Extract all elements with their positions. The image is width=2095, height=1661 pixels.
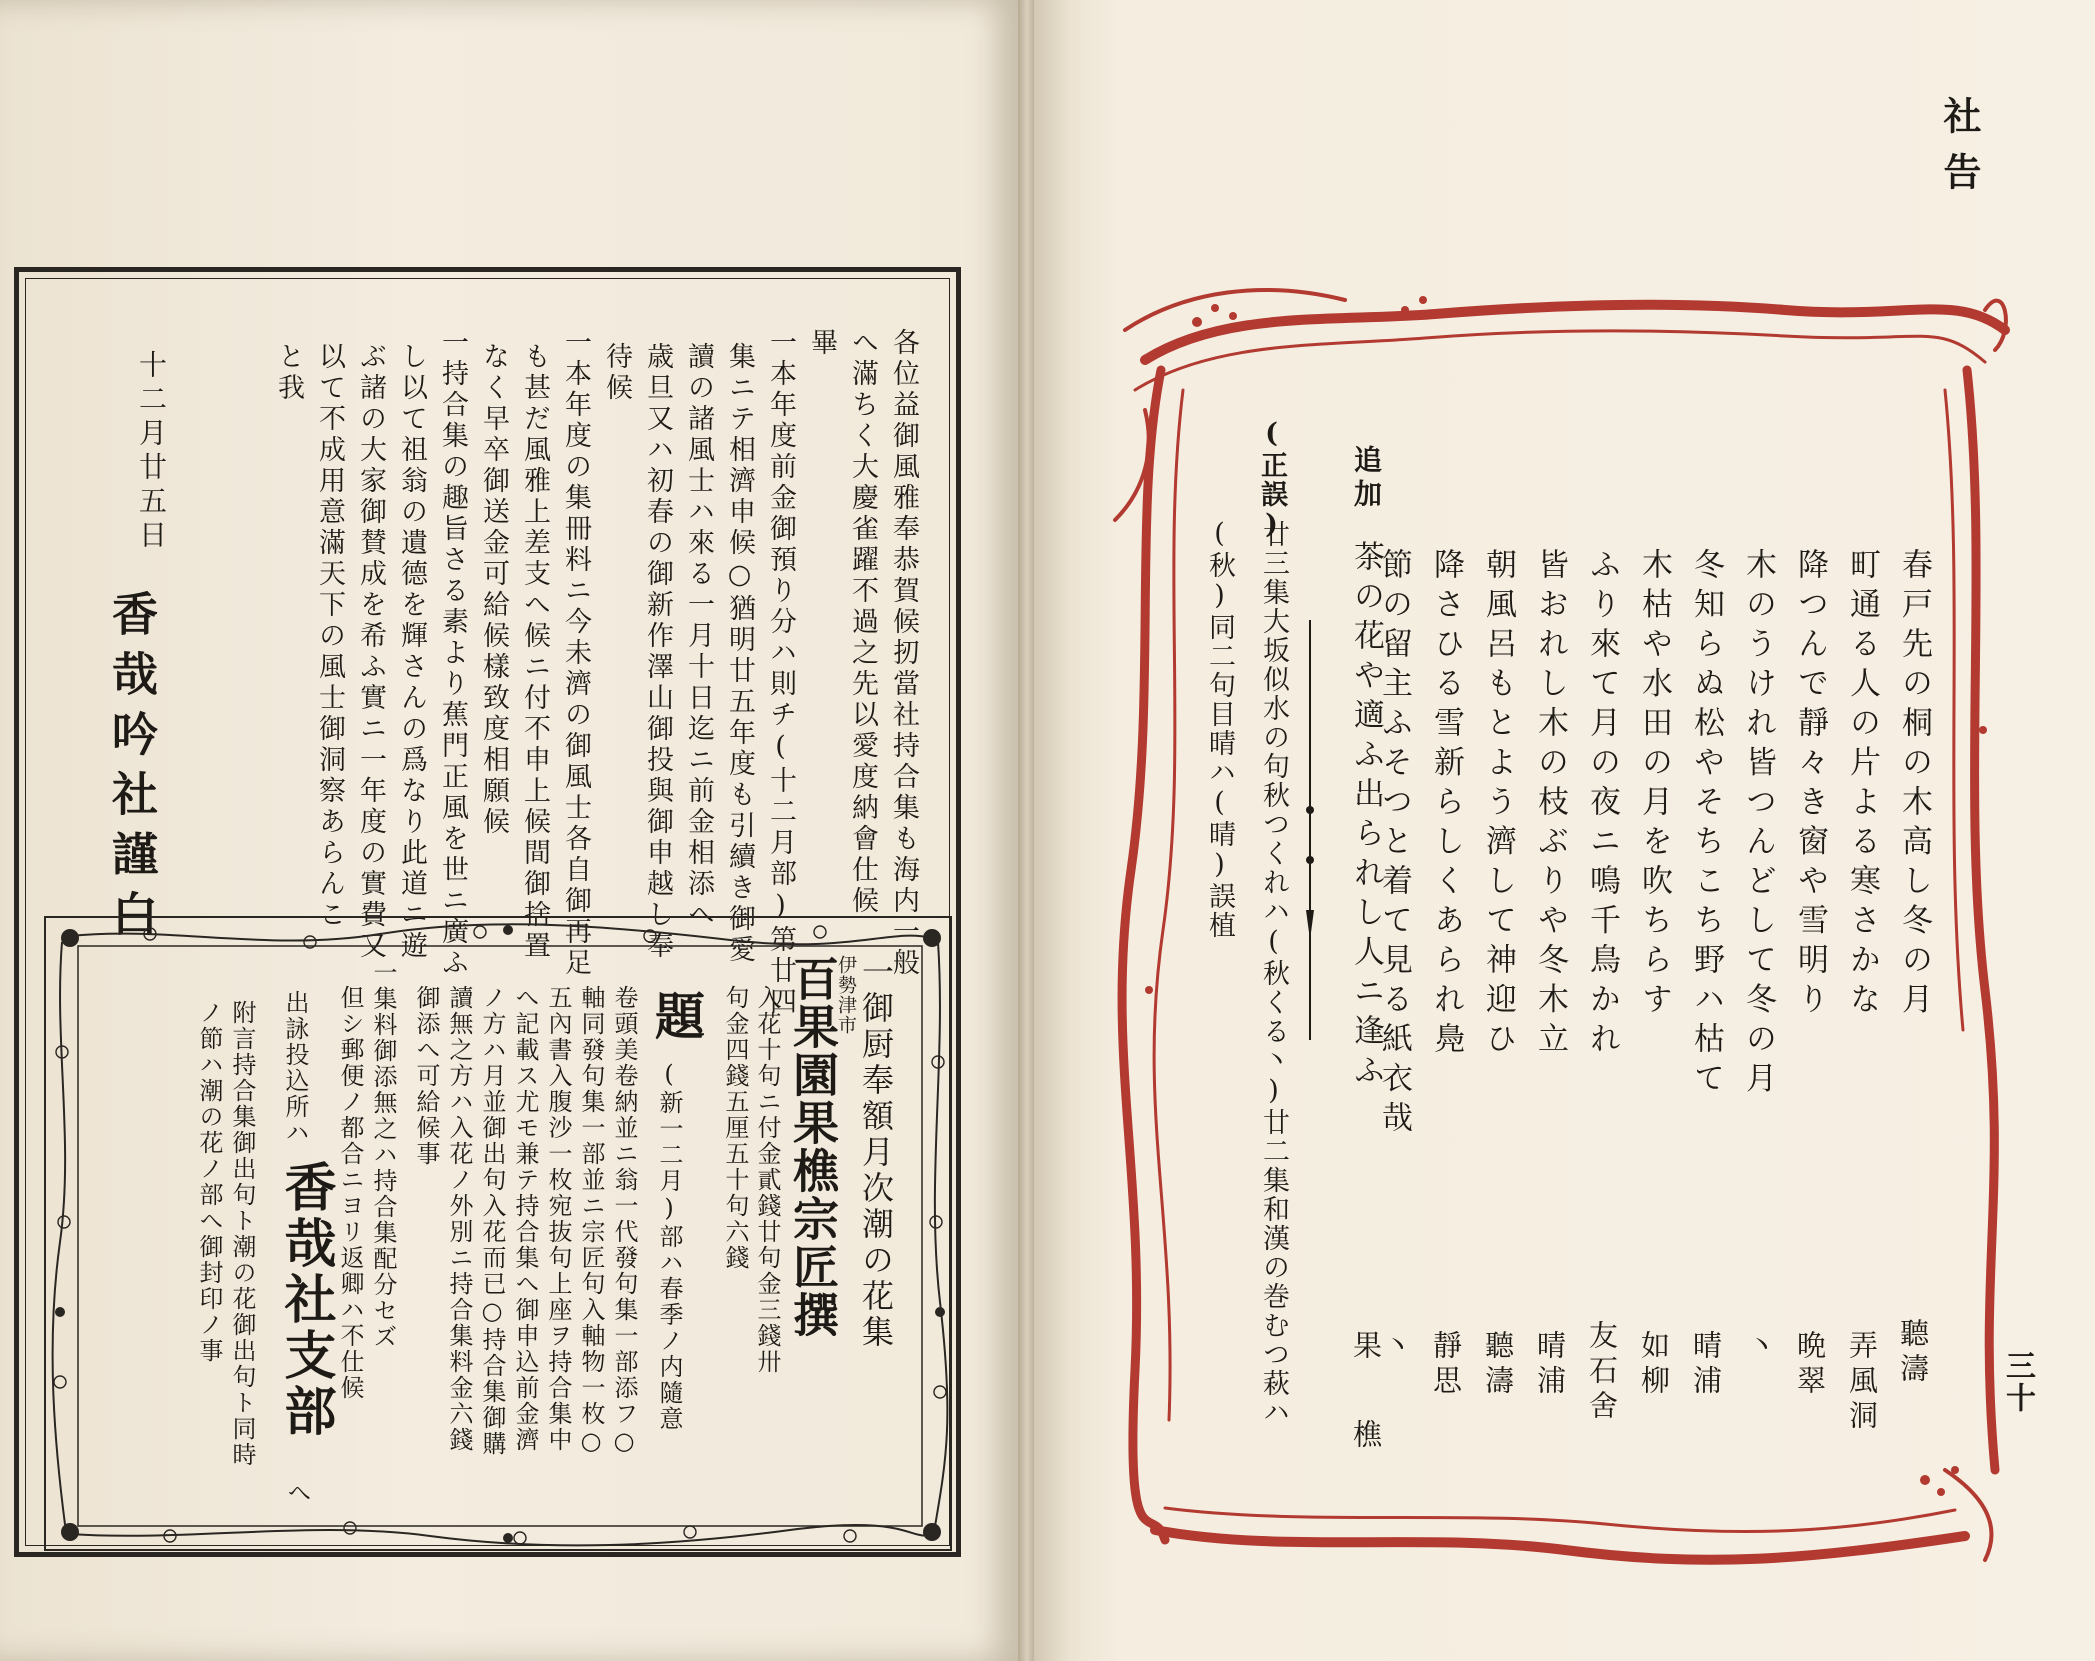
notice-line: 一持合集の趣旨さる素より蕉門正風を世ニ廣ふ — [437, 328, 468, 979]
ad-fee-line: 句金四錢五厘五十句六錢 — [721, 985, 749, 1271]
ad-prize-line: 軸同發句集一部並ニ宗匠句入軸物一枚○ — [577, 985, 605, 1457]
poem-author: 晴浦 — [1689, 1330, 1723, 1400]
poem-text: 降さひる雪新らしくあられ鳧 — [1428, 548, 1464, 1062]
supplement-label: 追加 — [1350, 445, 1383, 513]
poem-text: 朝風呂もとよう濟して神迎ひ — [1480, 548, 1516, 1062]
notice-line: へ滿ちく大慶雀躍不過之先以愛度納會仕候 — [847, 328, 878, 917]
ad-topic-label: 題 — [647, 990, 706, 1040]
poem-author: 丶 — [1743, 1330, 1777, 1365]
ad-origin: 伊勢津市 — [835, 955, 857, 1035]
ad-prize-line: へ記載ス尤モ兼テ持合集へ御申込前金濟 — [511, 985, 539, 1453]
notice-line: し以て祖翁の遺德を輝さんの爲なり此道ニ遊 — [396, 342, 427, 962]
notice-line: ぶ諸の大家御賛成を希ふ實ニ一年度の實費又 — [355, 342, 386, 962]
notice-line: 各位益御風雅奉恭賀候扨當社持合集も海内一般 — [888, 328, 919, 979]
notice-line: も甚だ風雅上差支へ候ニ付不申上候間御捨置 — [519, 342, 550, 962]
page-number: 三十 — [2000, 1350, 2035, 1414]
notice-line: 畢 — [806, 328, 837, 359]
ad-rule-line: 但シ郵便ノ都合ニヨリ返卿ハ不仕候 — [336, 985, 364, 1401]
ad-office-suffix: へ — [283, 1480, 311, 1506]
poem-text: 木のうけれ皆つんどして冬の月 — [1740, 548, 1776, 1101]
supplement-author: 果樵 — [1349, 1330, 1383, 1508]
notice-line: 以て不成用意滿天下の風士御洞察あらんこ — [314, 342, 345, 931]
poem-author: 丶 — [1379, 1330, 1413, 1365]
ad-prize-line: 讀無之方ハ入花ノ外別ニ持合集料金六錢 — [445, 985, 473, 1453]
ad-rule-line: 一集料御添無之ハ持合集配分セズ — [369, 960, 397, 1350]
notice-signature: 香哉吟社謹白 — [105, 590, 159, 950]
poem-text: 町通る人の片よる寒さかな — [1844, 548, 1880, 1022]
errata-line: 廿三集大坂似水の句秋つくれハ(秋くる丶)廿二集和漢の巻むつ萩ハ — [1258, 520, 1289, 1427]
poem-author: 聽濤 — [1481, 1330, 1515, 1400]
poem-text: 節の留主ふそつと着て見る紙衣哉 — [1376, 548, 1412, 1141]
ad-prize-line: 卷頭美卷納並ニ翁一代發句集一部添フ○ — [610, 985, 638, 1457]
ad-headline: 百果園果樵宗匠撰 — [786, 955, 840, 1339]
ad-topic-detail: (新一二月)部ハ春季ノ内隨意 — [655, 1060, 683, 1432]
supplement-poem: 茶の花や適ふ出られし人ニ逢ふ — [1348, 540, 1384, 1093]
page-shadow — [1034, 0, 1070, 1661]
notice-line: 歳旦又ハ初春の御新作澤山御投與御申越し奉 — [642, 342, 673, 962]
poem-text: 木枯や水田の月を吹ちらす — [1636, 548, 1672, 1022]
poem-text: 冬知らぬ松やそちこち野ハ枯て — [1688, 548, 1724, 1101]
notice-line: 讀の諸風士ハ來る一月十日迄ニ前金相添へ — [683, 342, 714, 931]
notice-title: 社告 — [1937, 96, 1982, 208]
poem-author: 晩翠 — [1793, 1330, 1827, 1400]
ad-prize-line: 御添へ可給候事 — [412, 985, 440, 1167]
ad-prize-line: ノ方ハ月並御出句入花而已○持合集御購 — [478, 985, 506, 1457]
poem-text: 皆おれし木の枝ぶりや冬木立 — [1532, 548, 1568, 1062]
ad-prize-line: 五內書入腹沙一枚宛抜句上座ヲ持合集中 — [544, 985, 572, 1453]
poem-text: 春戸先の桐の木高し冬の月 — [1896, 548, 1932, 1022]
poem-author: 靜思 — [1429, 1330, 1463, 1400]
divider-ornament — [1300, 620, 1320, 1040]
ad-note-line: ノ節ハ潮の花ノ部へ御封印ノ事 — [195, 1000, 223, 1364]
notice-date: 十二月廿五日 — [135, 350, 168, 554]
ad-sponsor: 一御厨奉額月次潮の花集 — [857, 955, 895, 1351]
poem-text: ふり來て月の夜ニ鳴千鳥かれ — [1584, 548, 1620, 1062]
notice-line: 一本年度前金御預り分ハ則チ(十二月部)第廿四 — [765, 328, 796, 1018]
ad-office-name: 香哉社支部 — [275, 1160, 336, 1440]
notice-line: 待候 — [601, 342, 632, 404]
poem-author: 友石舍 — [1585, 1320, 1619, 1425]
errata-line: (秋)同二句目晴ハ(晴)誤植 — [1204, 518, 1235, 940]
ad-office-label: 出詠投込所ハ — [281, 990, 309, 1146]
poem-text: 降つんで靜々き窗や雪明り — [1792, 548, 1828, 1022]
notice-line: なく早卒御送金可給候樣致度相願候 — [478, 342, 509, 838]
notice-line: 一本年度の集冊料ニ今未濟の御風士各自御再足 — [560, 328, 591, 979]
ad-fee-line: 入花十句ニ付金貳錢廿句金三錢卅 — [753, 985, 781, 1375]
poem-author: 弄風洞 — [1845, 1330, 1879, 1435]
ad-note-line: 附言持合集御出句ト潮の花御出句ト同時 — [228, 1000, 256, 1468]
notice-line: 集ニテ相濟申候○猶明廿五年度も引續き御愛 — [724, 342, 755, 966]
poem-author: 聽濤 — [1896, 1318, 1930, 1388]
notice-line: と我 — [273, 342, 304, 404]
poem-author: 如柳 — [1637, 1330, 1671, 1400]
errata-label: (正誤) — [1256, 418, 1287, 542]
poem-author: 晴浦 — [1533, 1330, 1567, 1400]
